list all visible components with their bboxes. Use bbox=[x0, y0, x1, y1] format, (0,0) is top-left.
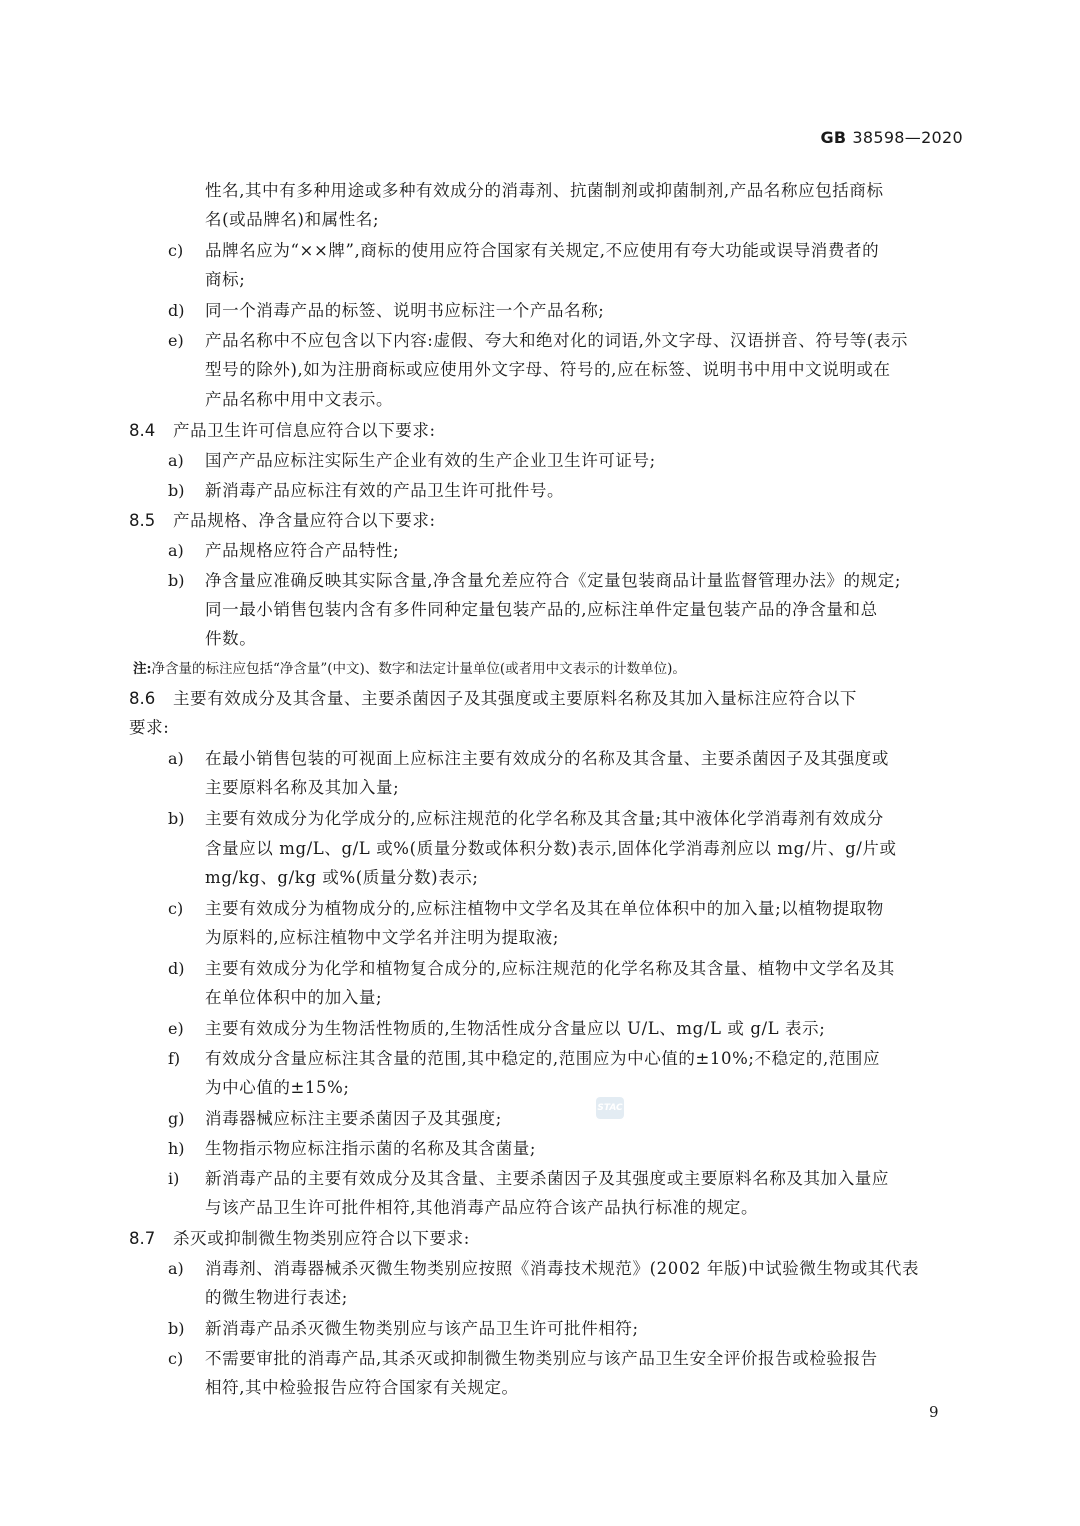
item-label: c) bbox=[168, 1349, 184, 1368]
item-label: a) bbox=[168, 1259, 184, 1278]
watermark-logo: STAC bbox=[596, 1097, 624, 1119]
section-heading: 产品规格、净含量应符合以下要求: bbox=[173, 511, 436, 530]
item-label: f) bbox=[168, 1049, 181, 1068]
text-line: 型号的除外),如为注册商标或应使用外文字母、符号的,应在标签、说明书中用中文说明或在 bbox=[205, 360, 891, 379]
text-line: 产品名称中不应包含以下内容:虚假、夸大和绝对化的词语,外文字母、汉语拼音、符号等(表示 bbox=[205, 331, 909, 350]
text-line: 主要有效成分为植物成分的,应标注植物中文学名及其在单位体积中的加入量;以植物提取物 bbox=[205, 899, 884, 918]
item-label: d) bbox=[168, 959, 185, 978]
text-line: 不需要审批的消毒产品,其杀灭或抑制微生物类别应与该产品卫生安全评价报告或检验报告 bbox=[205, 1349, 878, 1368]
standard-number: 38598—2020 bbox=[852, 128, 963, 147]
text-line: 名(或品牌名)和属性名; bbox=[205, 210, 380, 229]
text-line: mg/kg、g/kg 或%(质量分数)表示; bbox=[205, 868, 479, 887]
text-line: 性名,其中有多种用途或多种有效成分的消毒剂、抗菌制剂或抑菌制剂,产品名称应包括商标 bbox=[205, 181, 884, 200]
text-line: 商标; bbox=[205, 270, 246, 289]
standard-code bbox=[820, 128, 963, 147]
section-number: 8.6 bbox=[129, 689, 156, 708]
text-line: 为中心值的±15%; bbox=[205, 1078, 350, 1097]
text-line: 在最小销售包装的可视面上应标注主要有效成分的名称及其含量、主要杀菌因子及其强度或 bbox=[205, 749, 889, 768]
text-line: 消毒器械应标注主要杀菌因子及其强度; bbox=[205, 1109, 502, 1128]
note bbox=[133, 660, 686, 678]
item-label: i) bbox=[168, 1169, 180, 1188]
text-line: 新消毒产品应标注有效的产品卫生许可批件号。 bbox=[205, 481, 565, 500]
text-line: 同一最小销售包装内含有多件同种定量包装产品的,应标注单件定量包装产品的净含量和总 bbox=[205, 600, 878, 619]
text-line: 国产产品应标注实际生产企业有效的生产企业卫生许可证号; bbox=[205, 451, 656, 470]
item-label: h) bbox=[168, 1139, 185, 1158]
text-line: 相符,其中检验报告应符合国家有关规定。 bbox=[205, 1378, 519, 1397]
text-line: 件数。 bbox=[205, 629, 257, 648]
text-line: 主要原料名称及其加入量; bbox=[205, 778, 400, 797]
item-label: c) bbox=[168, 899, 184, 918]
standard-prefix: GB bbox=[820, 128, 847, 147]
item-label: a) bbox=[168, 451, 184, 470]
text-line: 在单位体积中的加入量; bbox=[205, 988, 383, 1007]
text-line: 产品名称中用中文表示。 bbox=[205, 390, 394, 409]
note-text: 净含量的标注应包括“净含量”(中文)、数字和法定计量单位(或者用中文表示的计数单位)。 bbox=[151, 661, 686, 677]
section-heading: 杀灭或抑制微生物类别应符合以下要求: bbox=[173, 1229, 470, 1248]
section-heading: 主要有效成分及其含量、主要杀菌因子及其强度或主要原料名称及其加入量标注应符合以下 bbox=[173, 689, 857, 708]
text-line: 消毒剂、消毒器械杀灭微生物类别应按照《消毒技术规范》(2002 年版)中试验微生物或其代表 bbox=[205, 1259, 920, 1278]
item-label: d) bbox=[168, 301, 185, 320]
item-label: e) bbox=[168, 1019, 184, 1038]
text-line: 品牌名应为“××牌”,商标的使用应符合国家有关规定,不应使用有夸大功能或误导消费者的 bbox=[205, 241, 880, 260]
item-label: c) bbox=[168, 241, 184, 260]
section-heading: 产品卫生许可信息应符合以下要求: bbox=[173, 421, 436, 440]
section-number: 8.7 bbox=[129, 1229, 156, 1248]
text-line: 生物指示物应标注指示菌的名称及其含菌量; bbox=[205, 1139, 537, 1158]
text-line: 含量应以 mg/L、g/L 或%(质量分数或体积分数)表示,固体化学消毒剂应以 mg/片、g/片或 bbox=[205, 839, 897, 858]
text-line: 的微生物进行表述; bbox=[205, 1288, 348, 1307]
item-label: e) bbox=[168, 331, 184, 350]
text-line: 新消毒产品杀灭微生物类别应与该产品卫生许可批件相符; bbox=[205, 1319, 639, 1338]
item-label: b) bbox=[168, 809, 185, 828]
item-label: b) bbox=[168, 1319, 185, 1338]
text-line: 净含量应准确反映其实际含量,净含量允差应符合《定量包装商品计量监督管理办法》的规定; bbox=[205, 571, 902, 590]
text-line: 要求: bbox=[129, 718, 170, 737]
text-line: 有效成分含量应标注其含量的范围,其中稳定的,范围应为中心值的±10%;不稳定的,范围应 bbox=[205, 1049, 881, 1068]
section-number: 8.4 bbox=[129, 421, 156, 440]
text-line: 主要有效成分为生物活性物质的,生物活性成分含量应以 U/L、mg/L 或 g/L 表示; bbox=[205, 1019, 826, 1038]
text-line: 为原料的,应标注植物中文学名并注明为提取液; bbox=[205, 928, 560, 947]
item-label: b) bbox=[168, 571, 185, 590]
text-line: 新消毒产品的主要有效成分及其含量、主要杀菌因子及其强度或主要原料名称及其加入量应 bbox=[205, 1169, 889, 1188]
section-number: 8.5 bbox=[129, 511, 156, 530]
item-label: a) bbox=[168, 749, 184, 768]
item-label: g) bbox=[168, 1109, 185, 1128]
item-label: a) bbox=[168, 541, 184, 560]
note-prefix: 注: bbox=[133, 661, 152, 677]
page-number: 9 bbox=[929, 1403, 939, 1421]
text-line: 与该产品卫生许可批件相符,其他消毒产品应符合该产品执行标准的规定。 bbox=[205, 1198, 759, 1217]
text-line: 主要有效成分为化学和植物复合成分的,应标注规范的化学名称及其含量、植物中文学名及其 bbox=[205, 959, 895, 978]
item-label: b) bbox=[168, 481, 185, 500]
text-line: 产品规格应符合产品特性; bbox=[205, 541, 400, 560]
text-line: 主要有效成分为化学成分的,应标注规范的化学名称及其含量;其中液体化学消毒剂有效成分 bbox=[205, 809, 884, 828]
text-line: 同一个消毒产品的标签、说明书应标注一个产品名称; bbox=[205, 301, 605, 320]
